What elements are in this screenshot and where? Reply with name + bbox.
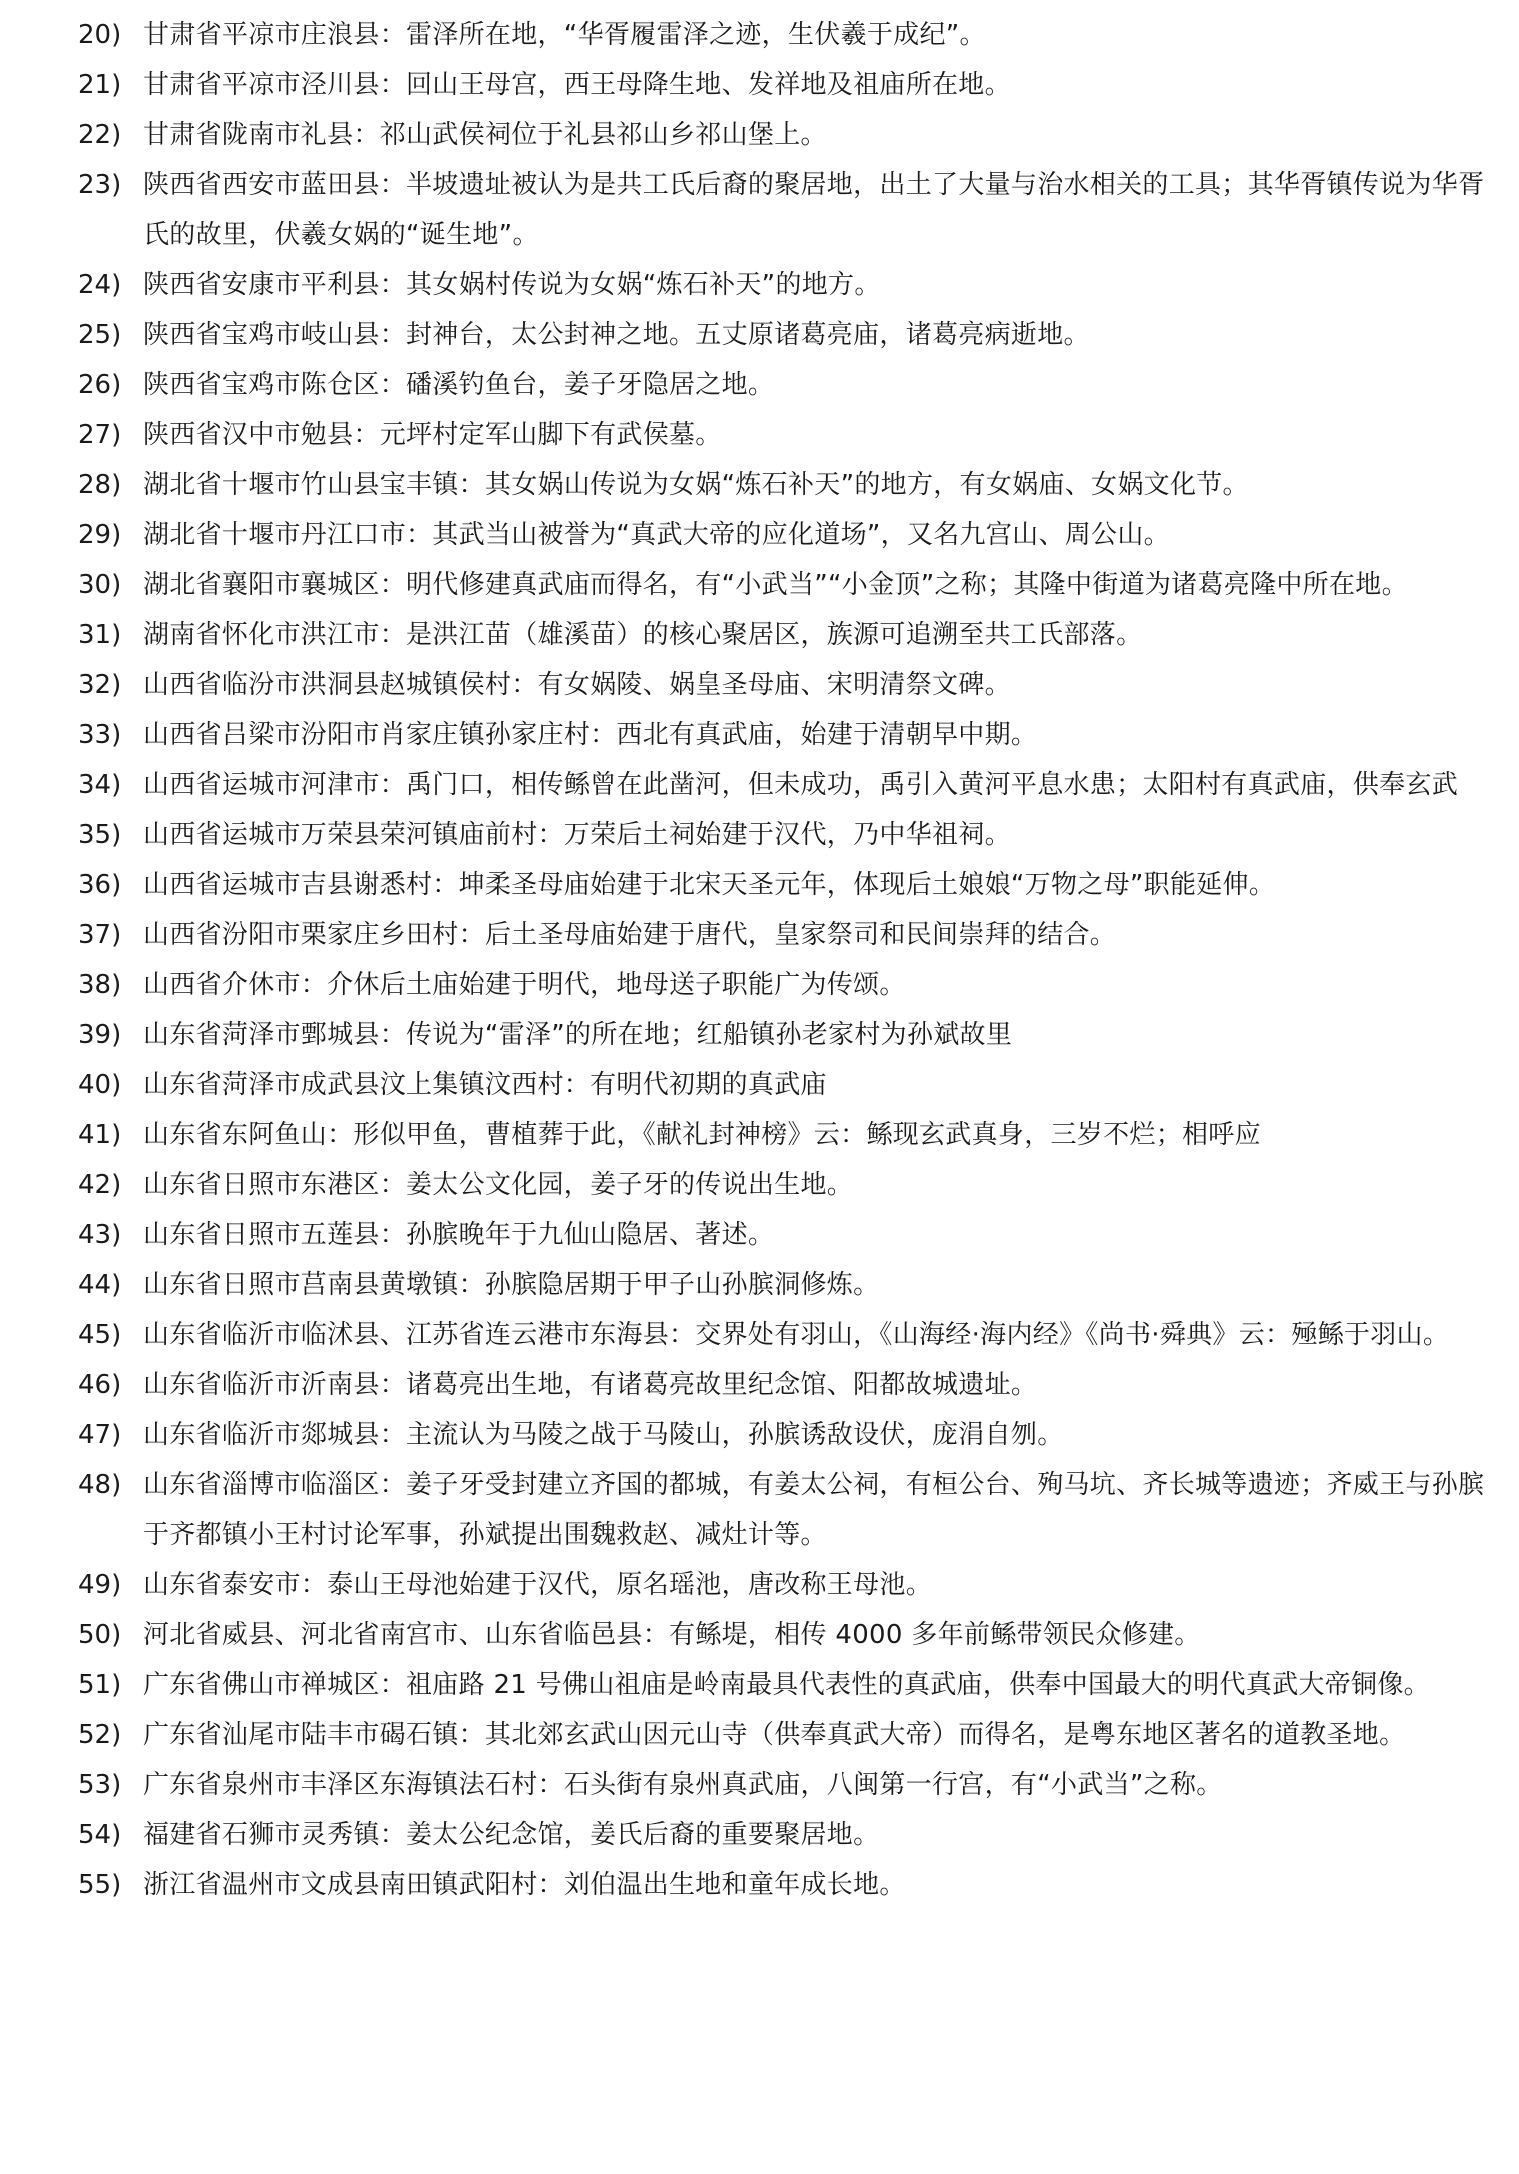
list-item: [78, 1110, 1499, 1160]
item-number: 47): [78, 1420, 122, 1450]
list-item: [78, 660, 1499, 710]
item-text: 山东省菏泽市鄄城县：传说为“雷泽”的所在地；红船镇孙老家村为孙斌故里: [143, 1020, 1013, 1050]
item-number: 53): [78, 1770, 122, 1800]
item-text: 山东省临沂市郯城县：主流认为马陵之战于马陵山，孙膑诱敌设伏，庞涓自刎。: [143, 1420, 1064, 1450]
list-item: [78, 510, 1499, 560]
item-text: 山西省运城市吉县谢悉村：坤柔圣母庙始建于北宋天圣元年，体现后土娘娘“万物之母”职能延伸。: [143, 870, 1276, 900]
list-item: [78, 310, 1499, 360]
list-item: [78, 1460, 1499, 1560]
item-text: 山东省临沂市临沭县、江苏省连云港市东海县：交界处有羽山，《山海经·海内经》《尚书·舜典》云：殛鲧于羽山。: [143, 1320, 1450, 1350]
item-text: 山西省运城市河津市：禹门口，相传鲧曾在此凿河，但未成功，禹引入黄河平息水患；太阳村有真武庙，供奉玄武: [143, 770, 1459, 800]
list-item: [78, 1710, 1499, 1760]
item-number: 26): [78, 370, 122, 400]
item-number: 29): [78, 520, 122, 550]
list-item: [78, 960, 1499, 1010]
list-item: [78, 760, 1499, 810]
item-text: 陕西省宝鸡市陈仓区：磻溪钓鱼台，姜子牙隐居之地。: [143, 370, 775, 400]
item-text: 山东省泰安市：泰山王母池始建于汉代，原名瑶池，唐改称王母池。: [143, 1570, 933, 1600]
item-text: 广东省泉州市丰泽区东海镇法石村：石头街有泉州真武庙，八闽第一行宫，有“小武当”之称。: [143, 1770, 1223, 1800]
list-item: [78, 160, 1499, 260]
list-item: [78, 360, 1499, 410]
item-number: 45): [78, 1320, 122, 1350]
list-item: [78, 10, 1499, 60]
item-text: 甘肃省陇南市礼县：祁山武侯祠位于礼县祁山乡祁山堡上。: [143, 120, 827, 150]
list-item: [78, 1260, 1499, 1310]
item-number: 24): [78, 270, 122, 300]
item-text: 山东省日照市五莲县：孙膑晚年于九仙山隐居、著述。: [143, 1220, 775, 1250]
item-text: 陕西省汉中市勉县：元坪村定军山脚下有武侯墓。: [143, 420, 722, 450]
item-text: 山西省汾阳市栗家庄乡田村：后土圣母庙始建于唐代，皇家祭司和民间崇拜的结合。: [143, 920, 1117, 950]
list-item: [78, 1410, 1499, 1460]
list-item: [78, 60, 1499, 110]
item-number: 25): [78, 320, 122, 350]
item-text: 湖北省十堰市丹江口市：其武当山被誉为“真武大帝的应化道场”，又名九宫山、周公山。: [143, 520, 1170, 550]
item-text: 浙江省温州市文成县南田镇武阳村：刘伯温出生地和童年成长地。: [143, 1870, 906, 1900]
list-item: [78, 1610, 1499, 1660]
item-number: 48): [78, 1470, 122, 1500]
item-text: 河北省威县、河北省南宫市、山东省临邑县：有鲧堤，相传 4000 多年前鲧带领民众修建。: [143, 1620, 1201, 1650]
item-text: 湖北省十堰市竹山县宝丰镇：其女娲山传说为女娲“炼石补天”的地方，有女娲庙、女娲文化节。: [143, 470, 1249, 500]
item-text: 山西省介休市：介休后土庙始建于明代，地母送子职能广为传颂。: [143, 970, 906, 1000]
item-number: 21): [78, 70, 122, 100]
list-item: [78, 810, 1499, 860]
item-number: 30): [78, 570, 122, 600]
item-text: 湖北省襄阳市襄城区：明代修建真武庙而得名，有“小武当”“小金顶”之称；其隆中街道为诸葛亮隆中所在地。: [143, 570, 1408, 600]
list-item: [78, 260, 1499, 310]
item-number: 54): [78, 1820, 122, 1850]
item-number: 37): [78, 920, 122, 950]
item-text: 山西省吕梁市汾阳市肖家庄镇孙家庄村：西北有真武庙，始建于清朝早中期。: [143, 720, 1038, 750]
list-item: [78, 1160, 1499, 1210]
item-number: 51): [78, 1670, 122, 1700]
item-text: 山西省临汾市洪洞县赵城镇侯村：有女娲陵、娲皇圣母庙、宋明清祭文碑。: [143, 670, 1011, 700]
item-number: 39): [78, 1020, 122, 1050]
item-number: 35): [78, 820, 122, 850]
item-number: 43): [78, 1220, 122, 1250]
item-text: 陕西省安康市平利县：其女娲村传说为女娲“炼石补天”的地方。: [143, 270, 881, 300]
list-item: [78, 1810, 1499, 1860]
item-text: 广东省佛山市禅城区：祖庙路 21 号佛山祖庙是岭南最具代表性的真武庙，供奉中国最大的明代真武大帝铜像。: [143, 1670, 1430, 1700]
item-number: 46): [78, 1370, 122, 1400]
item-number: 27): [78, 420, 122, 450]
item-number: 50): [78, 1620, 122, 1650]
item-text: 广东省汕尾市陆丰市碣石镇：其北郊玄武山因元山寺（供奉真武大帝）而得名，是粤东地区著名的道教圣地。: [143, 1720, 1406, 1750]
item-number: 28): [78, 470, 122, 500]
item-number: 31): [78, 620, 122, 650]
list-item: [78, 1060, 1499, 1110]
item-number: 44): [78, 1270, 122, 1300]
list-item: [78, 1310, 1499, 1360]
item-text: 山东省淄博市临淄区：姜子牙受封建立齐国的都城，有姜太公祠，有桓公台、殉马坑、齐长城等遗迹；齐威王与孙膑于齐都镇小王村讨论军事，孙斌提出围魏救赵、减灶计等。: [143, 1470, 1485, 1550]
item-number: 38): [78, 970, 122, 1000]
item-number: 23): [78, 170, 122, 200]
list-item: [78, 560, 1499, 610]
list-item: [78, 1210, 1499, 1260]
item-number: 41): [78, 1120, 122, 1150]
list-item: [78, 460, 1499, 510]
item-text: 甘肃省平凉市泾川县：回山王母宫，西王母降生地、发祥地及祖庙所在地。: [143, 70, 1011, 100]
item-number: 42): [78, 1170, 122, 1200]
list-item: [78, 1760, 1499, 1810]
item-text: 山东省菏泽市成武县汶上集镇汶西村：有明代初期的真武庙: [143, 1070, 827, 1100]
list-item: [78, 710, 1499, 760]
item-number: 36): [78, 870, 122, 900]
item-text: 山西省运城市万荣县荣河镇庙前村：万荣后土祠始建于汉代，乃中华祖祠。: [143, 820, 1011, 850]
item-text: 甘肃省平凉市庄浪县：雷泽所在地，“华胥履雷泽之迹，生伏羲于成纪”。: [143, 20, 986, 50]
item-text: 陕西省宝鸡市岐山县：封神台，太公封神之地。五丈原诸葛亮庙，诸葛亮病逝地。: [143, 320, 1090, 350]
item-text: 山东省临沂市沂南县：诸葛亮出生地，有诸葛亮故里纪念馆、阳都故城遗址。: [143, 1370, 1038, 1400]
item-number: 40): [78, 1070, 122, 1100]
item-number: 22): [78, 120, 122, 150]
list-item: [78, 110, 1499, 160]
list-item: [78, 1660, 1499, 1710]
item-text: 福建省石狮市灵秀镇：姜太公纪念馆，姜氏后裔的重要聚居地。: [143, 1820, 880, 1850]
item-text: 陕西省西安市蓝田县：半坡遗址被认为是共工氏后裔的聚居地，出土了大量与治水相关的工具；其华胥镇传说为华胥氏的故里，伏羲女娲的“诞生地”。: [143, 170, 1485, 250]
list-item: [78, 610, 1499, 660]
item-text: 山东省东阿鱼山：形似甲鱼，曹植葬于此，《献礼封神榜》云：鲧现玄武真身，三岁不烂；相呼应: [143, 1120, 1261, 1150]
item-number: 33): [78, 720, 122, 750]
item-number: 20): [78, 20, 122, 50]
item-number: 55): [78, 1870, 122, 1900]
item-text: 湖南省怀化市洪江市：是洪江苗（雄溪苗）的核心聚居区，族源可追溯至共工氏部落。: [143, 620, 1143, 650]
list-item: [78, 910, 1499, 960]
item-number: 52): [78, 1720, 122, 1750]
list-item: [78, 410, 1499, 460]
list-item: [78, 1560, 1499, 1610]
item-text: 山东省日照市东港区：姜太公文化园，姜子牙的传说出生地。: [143, 1170, 854, 1200]
list-item: [78, 860, 1499, 910]
list-item: [78, 1010, 1499, 1060]
item-number: 32): [78, 670, 122, 700]
item-text: 山东省日照市莒南县黄墩镇：孙膑隐居期于甲子山孙膑洞修炼。: [143, 1270, 880, 1300]
list-item: [78, 1360, 1499, 1410]
item-number: 34): [78, 770, 122, 800]
list-item: [78, 1860, 1499, 1910]
item-number: 49): [78, 1570, 122, 1600]
